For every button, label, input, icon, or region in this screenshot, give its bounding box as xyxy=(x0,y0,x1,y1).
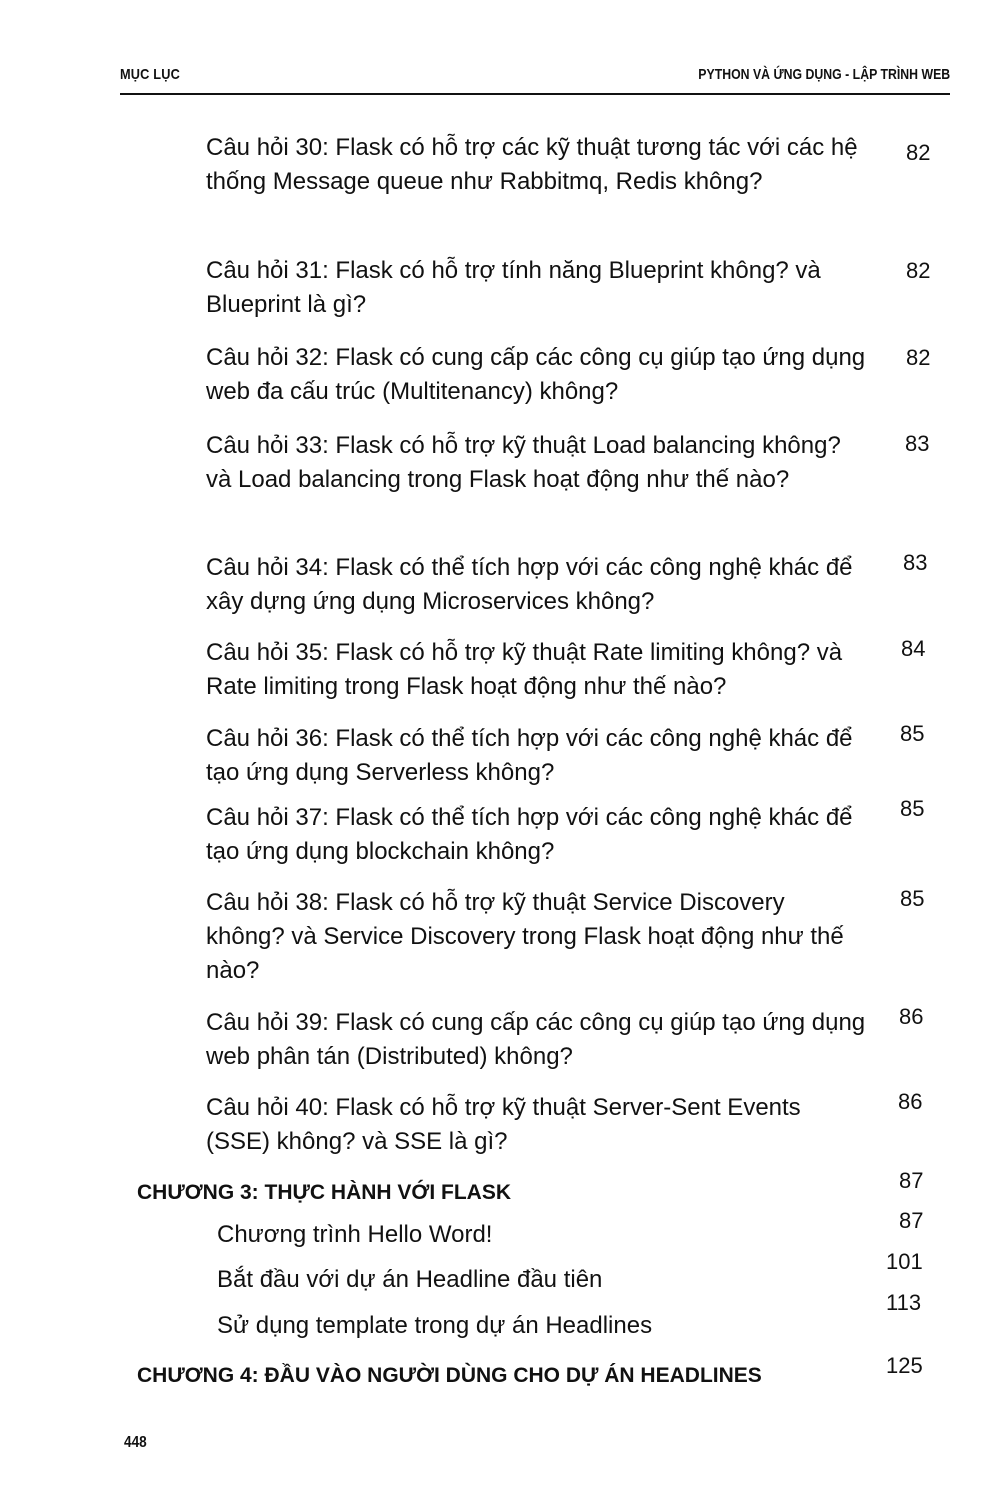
toc-page-30: 82 xyxy=(906,140,931,165)
chapter-3-sub-2: Bắt đầu với dự án Headline đầu tiên xyxy=(217,1266,603,1293)
toc-entry-39: Câu hỏi 39: Flask có cung cấp các công cụ giúp tạo ứng dụng web phân tán (Distributed) không? xyxy=(206,1009,866,1070)
page-number: 448 xyxy=(124,1434,147,1451)
toc-page-36: 85 xyxy=(900,721,925,746)
chapter-3-sub-1: Chương trình Hello Word! xyxy=(217,1221,493,1248)
chapter-3-sub-3-page: 113 xyxy=(886,1290,922,1315)
running-header-left: MỤC LỤC xyxy=(120,66,180,83)
chapter-3-sub-3: Sử dụng template trong dự án Headlines xyxy=(217,1312,653,1339)
running-header-right: PYTHON VÀ ỨNG DỤNG - LẬP TRÌNH WEB xyxy=(698,66,950,83)
toc-entry-35: Câu hỏi 35: Flask có hỗ trợ kỹ thuật Rate limiting không? và Rate limiting trong Flask hoạt động như thế nào? xyxy=(206,639,843,700)
toc-entry-34: Câu hỏi 34: Flask có thể tích hợp với các công nghệ khác để xây dựng ứng dụng Microservices không? xyxy=(206,554,853,615)
toc-page-38: 85 xyxy=(900,886,925,911)
chapter-4-title: CHƯƠNG 4: ĐẦU VÀO NGƯỜI DÙNG CHO DỰ ÁN HEADLINES xyxy=(137,1364,762,1387)
toc-entry-36: Câu hỏi 36: Flask có thể tích hợp với các công nghệ khác để tạo ứng dụng Serverless không? xyxy=(206,725,853,786)
toc-entry-33: Câu hỏi 33: Flask có hỗ trợ kỹ thuật Load balancing không? và Load balancing trong Flask hoạt động như thế nào? xyxy=(206,432,841,493)
chapter-4-page: 125 xyxy=(886,1353,923,1378)
toc-entry-40: Câu hỏi 40: Flask có hỗ trợ kỹ thuật Server-Sent Events (SSE) không? và SSE là gì? xyxy=(206,1094,801,1155)
toc-page-35: 84 xyxy=(901,636,926,661)
toc-entry-32: Câu hỏi 32: Flask có cung cấp các công cụ giúp tạo ứng dụng web đa cấu trúc (Multitenancy) không? xyxy=(206,344,866,405)
chapter-3-title: CHƯƠNG 3: THỰC HÀNH VỚI FLASK xyxy=(137,1181,512,1204)
toc-page-31: 82 xyxy=(906,258,931,283)
toc-entry-30: Câu hỏi 30: Flask có hỗ trợ các kỹ thuật tương tác với các hệ thống Message queue như Rabbitmq, Redis không? xyxy=(206,134,858,195)
toc-page-37: 85 xyxy=(900,796,925,821)
toc-page-33: 83 xyxy=(905,431,930,456)
toc-page-39: 86 xyxy=(899,1004,924,1029)
toc-entry-37: Câu hỏi 37: Flask có thể tích hợp với các công nghệ khác để tạo ứng dụng blockchain không? xyxy=(206,804,853,865)
chapter-3-sub-1-page: 87 xyxy=(899,1208,924,1233)
toc-entry-31: Câu hỏi 31: Flask có hỗ trợ tính năng Blueprint không? và Blueprint là gì? xyxy=(206,257,821,318)
chapter-3-page: 87 xyxy=(899,1168,924,1193)
toc-page-40: 86 xyxy=(898,1089,923,1114)
header-divider xyxy=(120,93,950,95)
toc-page-32: 82 xyxy=(906,345,931,370)
toc-page-34: 83 xyxy=(903,550,928,575)
chapter-3-sub-2-page: 101 xyxy=(886,1249,923,1274)
toc-entry-38: Câu hỏi 38: Flask có hỗ trợ kỹ thuật Service Discovery không? và Service Discovery trong Flask hoạt động như thế nào? xyxy=(206,889,844,984)
